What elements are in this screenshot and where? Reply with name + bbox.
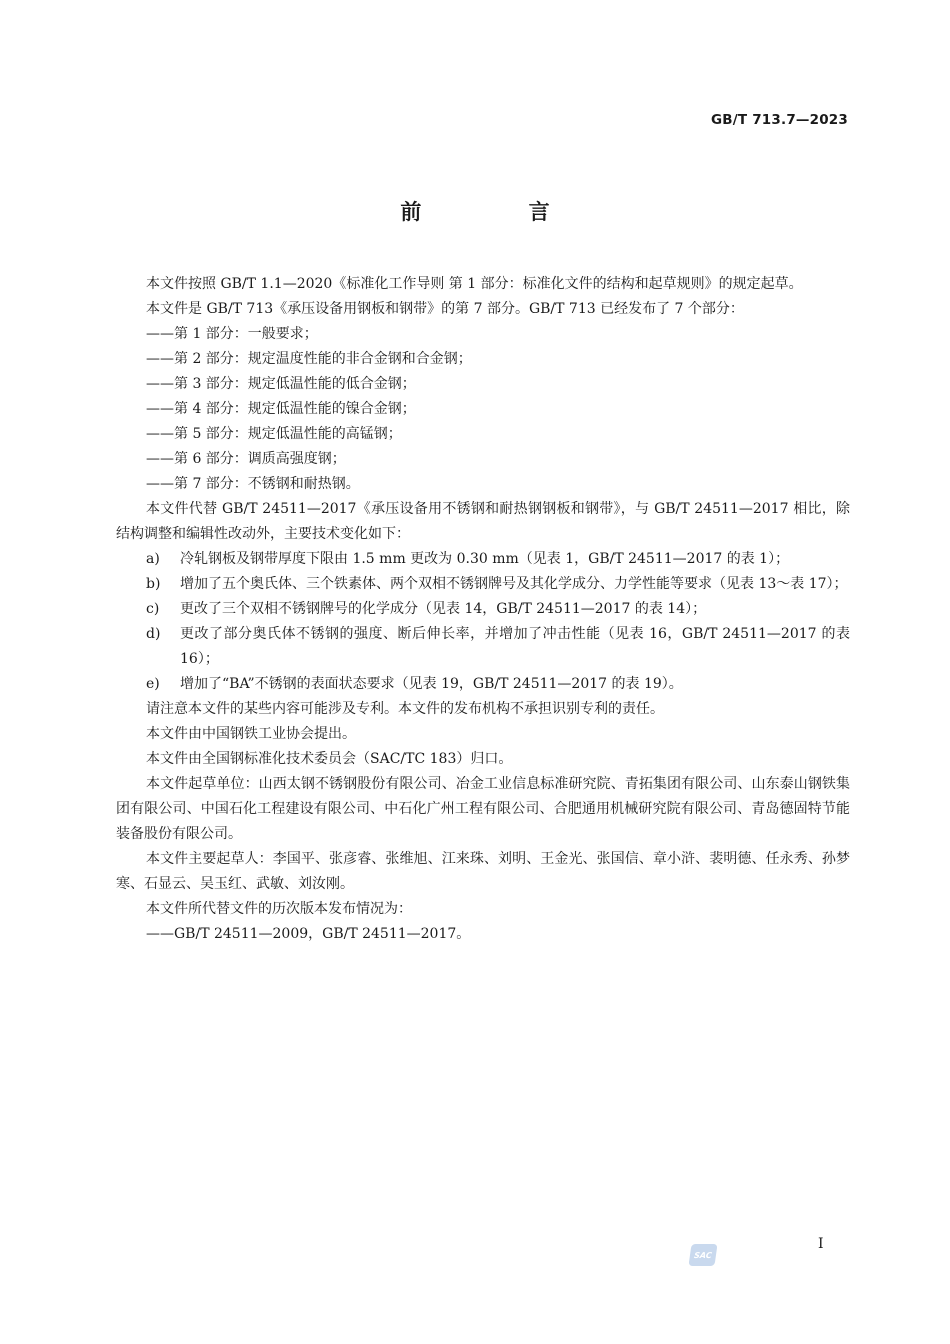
- paragraph-drafting-basis: 本文件按照 GB/T 1.1—2020《标准化工作导则 第 1 部分：标准化文件的结构和起草规则》的规定起草。: [146, 276, 803, 292]
- list-item-previous-version: ——GB/T 24511—2009，GB/T 24511—2017。: [146, 926, 471, 942]
- change-item-label: b): [146, 576, 161, 592]
- change-item: [116, 572, 850, 597]
- paragraph-proposer: 本文件由中国钢铁工业协会提出。: [146, 726, 356, 742]
- page-number: I: [818, 1236, 824, 1252]
- list-item-part: ——第 4 部分：规定低温性能的镍合金钢；: [146, 401, 416, 417]
- paragraph-replacement: 本文件代替 GB/T 24511—2017《承压设备用不锈钢和耐热钢钢板和钢带》，与 GB/T 24511—2017 相比，除结构调整和编辑性改动外，主要技术变化如下：: [116, 501, 850, 542]
- list-item-part: ——第 6 部分：调质高强度钢；: [146, 451, 346, 467]
- change-item-text: 更改了部分奥氏体不锈钢的强度、断后伸长率，并增加了冲击性能（见表 16，GB/T 24511—2017 的表 16）；: [180, 626, 850, 667]
- sac-logo: SAC: [688, 1244, 717, 1266]
- change-item-label: c): [146, 601, 160, 617]
- change-item-text: 更改了三个双相不锈钢牌号的化学成分（见表 14，GB/T 24511—2017 的表 14）；: [180, 601, 707, 617]
- change-item-label: a): [146, 551, 160, 567]
- paragraph-series-intro: 本文件是 GB/T 713《承压设备用钢板和钢带》的第 7 部分。GB/T 713 已经发布了 7 个部分：: [146, 301, 744, 317]
- paragraph-version-history: 本文件所代替文件的历次版本发布情况为：: [146, 901, 412, 917]
- paragraph-committee: 本文件由全国钢标准化技术委员会（SAC/TC 183）归口。: [146, 751, 513, 767]
- change-item-label: e): [146, 676, 160, 692]
- list-item-part: ——第 7 部分：不锈钢和耐热钢。: [146, 476, 360, 492]
- list-item-part: ——第 1 部分：一般要求；: [146, 326, 318, 342]
- list-item-part: ——第 2 部分：规定温度性能的非合金钢和合金钢；: [146, 351, 472, 367]
- paragraph-drafters: 本文件主要起草人：李国平、张彦睿、张维旭、江来珠、刘明、王金光、张国信、章小浒、裴明德、任永秀、孙梦寒、石显云、吴玉红、武敏、刘汝刚。: [116, 851, 850, 892]
- list-item-part: ——第 5 部分：规定低温性能的高锰钢；: [146, 426, 402, 442]
- change-item: [116, 622, 850, 672]
- change-item-text: 增加了五个奥氏体、三个铁素体、两个双相不锈钢牌号及其化学成分、力学性能等要求（见表 13～表 17）；: [180, 576, 848, 592]
- paragraph-drafting-units: 本文件起草单位：山西太钢不锈钢股份有限公司、冶金工业信息标准研究院、青拓集团有限公司、山东泰山钢铁集团有限公司、中国石化工程建设有限公司、中石化广州工程有限公司、合肥通用机械研究院有限公司、青岛德固特节能装备股份有限公司。: [116, 776, 850, 842]
- page-title: 前 言: [400, 200, 600, 224]
- list-item-part: ——第 3 部分：规定低温性能的低合金钢；: [146, 376, 416, 392]
- change-item: [116, 547, 850, 572]
- standard-code: GB/T 713.7—2023: [711, 112, 848, 128]
- change-item-text: 冷轧钢板及钢带厚度下限由 1.5 mm 更改为 0.30 mm（见表 1，GB/T 24511—2017 的表 1）；: [180, 551, 790, 567]
- change-item: [116, 597, 850, 622]
- change-item-text: 增加了“BA”不锈钢的表面状态要求（见表 19，GB/T 24511—2017 的表 19）。: [180, 676, 683, 692]
- change-item: [116, 672, 850, 697]
- paragraph-patent-notice: 请注意本文件的某些内容可能涉及专利。本文件的发布机构不承担识别专利的责任。: [146, 701, 664, 717]
- change-item-label: d): [146, 626, 161, 642]
- document-body: [116, 272, 850, 947]
